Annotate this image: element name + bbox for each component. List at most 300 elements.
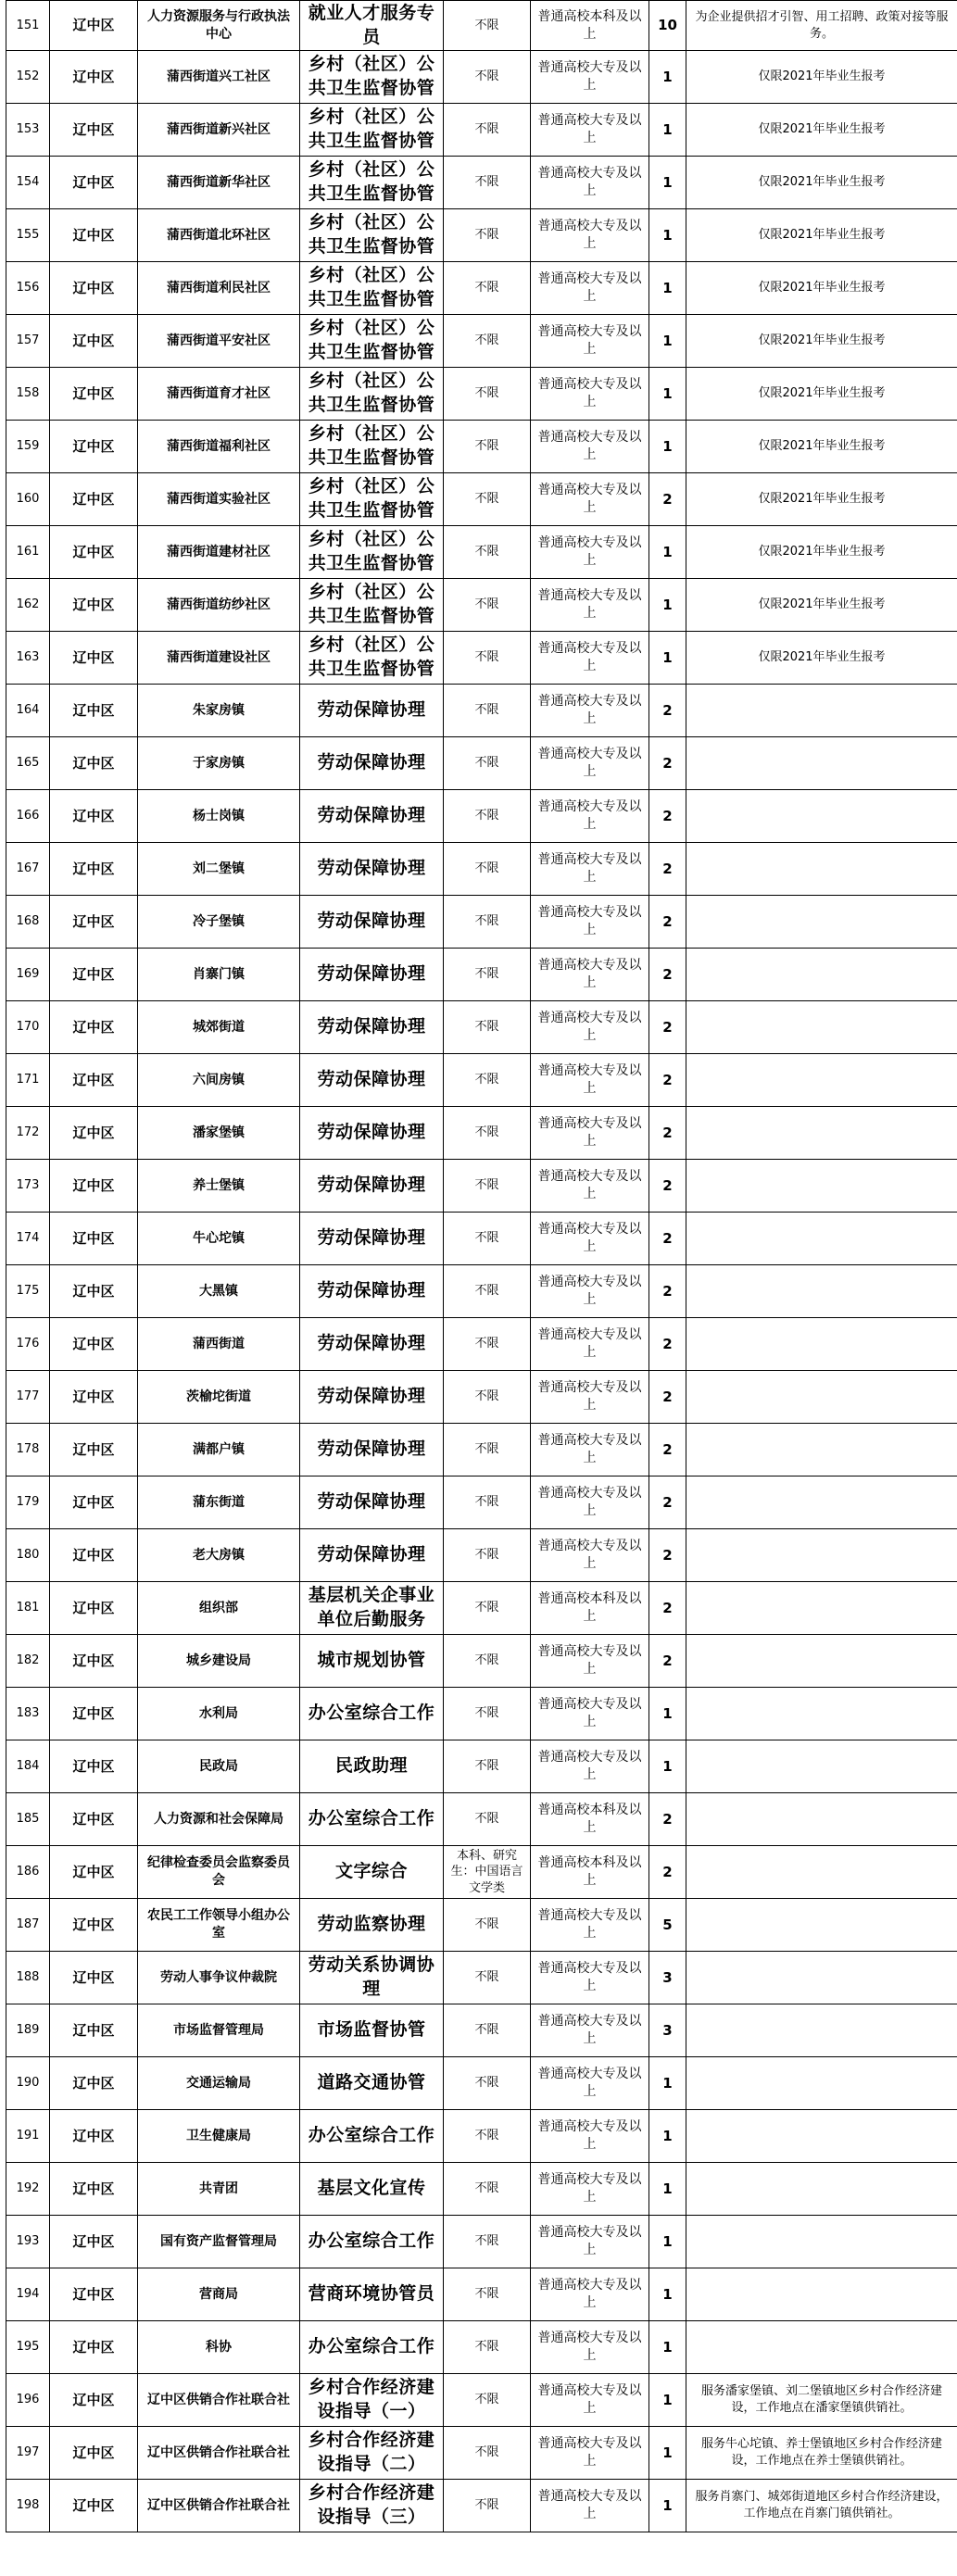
district-cell: 辽中区 [50,1318,138,1371]
education-cell: 普通高校大专及以上 [531,632,649,685]
major-cell: 不限 [444,315,531,368]
remark-cell: 仅限2021年毕业生报考 [686,209,957,262]
remark-cell [686,949,957,1001]
table-row [6,1899,957,1952]
table-row [6,1107,957,1160]
row-number: 194 [6,2268,50,2321]
district-cell: 辽中区 [50,896,138,949]
education-cell: 普通高校大专及以上 [531,2321,649,2374]
row-number: 195 [6,2321,50,2374]
employer-cell: 纪律检查委员会监察委员会 [138,1846,300,1899]
district-cell: 辽中区 [50,315,138,368]
remark-cell: 服务潘家堡镇、刘二堡镇地区乡村合作经济建设，工作地点在潘家堡镇供销社。 [686,2374,957,2427]
row-number: 186 [6,1846,50,1899]
education-cell: 普通高校大专及以上 [531,2057,649,2110]
remark-cell: 仅限2021年毕业生报考 [686,262,957,315]
remark-cell: 仅限2021年毕业生报考 [686,157,957,209]
education-cell: 普通高校大专及以上 [531,685,649,737]
district-cell: 辽中区 [50,473,138,526]
remark-cell [686,1265,957,1318]
education-cell: 普通高校大专及以上 [531,1318,649,1371]
headcount-cell: 2 [649,896,686,949]
headcount-cell: 1 [649,315,686,368]
position-cell: 办公室综合工作 [300,1688,444,1740]
headcount-cell: 1 [649,2374,686,2427]
district-cell: 辽中区 [50,1424,138,1476]
position-cell: 劳动保障协理 [300,1107,444,1160]
row-number: 161 [6,526,50,579]
table-row [6,2268,957,2321]
position-cell: 劳动保障协理 [300,843,444,896]
row-number: 153 [6,104,50,157]
district-cell: 辽中区 [50,1107,138,1160]
employer-cell: 民政局 [138,1740,300,1793]
district-cell: 辽中区 [50,685,138,737]
position-cell: 乡村（社区）公共卫生监督协管 [300,51,444,104]
employer-cell: 辽中区供销合作社联合社 [138,2427,300,2480]
employer-cell: 蒲西街道北环社区 [138,209,300,262]
row-number: 171 [6,1054,50,1107]
headcount-cell: 1 [649,104,686,157]
position-cell: 乡村（社区）公共卫生监督协管 [300,526,444,579]
employer-cell: 蒲西街道福利社区 [138,421,300,473]
position-cell: 劳动保障协理 [300,1318,444,1371]
position-cell: 道路交通协管 [300,2057,444,2110]
major-cell: 不限 [444,421,531,473]
remark-cell [686,1424,957,1476]
education-cell: 普通高校大专及以上 [531,1054,649,1107]
major-cell: 不限 [444,685,531,737]
remark-cell [686,790,957,843]
position-cell: 乡村（社区）公共卫生监督协管 [300,473,444,526]
position-cell: 劳动保障协理 [300,1160,444,1213]
headcount-cell: 2 [649,1213,686,1265]
district-cell: 辽中区 [50,2110,138,2163]
row-number: 151 [6,1,50,51]
row-number: 184 [6,1740,50,1793]
headcount-cell: 2 [649,1582,686,1635]
district-cell: 辽中区 [50,526,138,579]
education-cell: 普通高校大专及以上 [531,2268,649,2321]
district-cell: 辽中区 [50,1793,138,1846]
education-cell: 普通高校大专及以上 [531,1740,649,1793]
remark-cell [686,1160,957,1213]
employer-cell: 于家房镇 [138,737,300,790]
remark-cell: 服务牛心坨镇、养士堡镇地区乡村合作经济建设，工作地点在养士堡镇供销社。 [686,2427,957,2480]
employer-cell: 满都户镇 [138,1424,300,1476]
row-number: 179 [6,1476,50,1529]
table-row [6,843,957,896]
major-cell: 不限 [444,262,531,315]
headcount-cell: 1 [649,2110,686,2163]
headcount-cell: 2 [649,1001,686,1054]
district-cell: 辽中区 [50,2057,138,2110]
row-number: 187 [6,1899,50,1952]
major-cell: 不限 [444,1424,531,1476]
major-cell: 不限 [444,1476,531,1529]
table-row [6,1476,957,1529]
headcount-cell: 2 [649,1529,686,1582]
major-cell: 不限 [444,1,531,51]
table-row [6,1371,957,1424]
district-cell: 辽中区 [50,1160,138,1213]
education-cell: 普通高校大专及以上 [531,526,649,579]
district-cell: 辽中区 [50,1740,138,1793]
district-cell: 辽中区 [50,2004,138,2057]
position-cell: 市场监督协管 [300,2004,444,2057]
major-cell: 不限 [444,1265,531,1318]
major-cell: 不限 [444,632,531,685]
education-cell: 普通高校大专及以上 [531,1635,649,1688]
employer-cell: 营商局 [138,2268,300,2321]
employer-cell: 蒲西街道新华社区 [138,157,300,209]
table-row [6,2427,957,2480]
major-cell: 不限 [444,1635,531,1688]
employer-cell: 六间房镇 [138,1054,300,1107]
major-cell: 不限 [444,2057,531,2110]
headcount-cell: 1 [649,421,686,473]
row-number: 163 [6,632,50,685]
employer-cell: 蒲西街道兴工社区 [138,51,300,104]
position-cell: 劳动保障协理 [300,1529,444,1582]
district-cell: 辽中区 [50,209,138,262]
education-cell: 普通高校大专及以上 [531,1107,649,1160]
district-cell: 辽中区 [50,1001,138,1054]
employer-cell: 刘二堡镇 [138,843,300,896]
row-number: 198 [6,2480,50,2532]
headcount-cell: 3 [649,2004,686,2057]
table-row [6,1213,957,1265]
headcount-cell: 1 [649,1688,686,1740]
remark-cell [686,1213,957,1265]
remark-cell: 仅限2021年毕业生报考 [686,579,957,632]
remark-cell [686,2004,957,2057]
table-row [6,1318,957,1371]
education-cell: 普通高校大专及以上 [531,2004,649,2057]
education-cell: 普通高校大专及以上 [531,1160,649,1213]
table-row [6,2321,957,2374]
employer-cell: 杨士岗镇 [138,790,300,843]
employer-cell: 牛心坨镇 [138,1213,300,1265]
headcount-cell: 1 [649,368,686,421]
table-row [6,896,957,949]
education-cell: 普通高校大专及以上 [531,1952,649,2004]
district-cell: 辽中区 [50,1265,138,1318]
district-cell: 辽中区 [50,2480,138,2532]
education-cell: 普通高校大专及以上 [531,2427,649,2480]
headcount-cell: 1 [649,209,686,262]
employer-cell: 市场监督管理局 [138,2004,300,2057]
position-cell: 劳动保障协理 [300,1001,444,1054]
table-row [6,2057,957,2110]
district-cell: 辽中区 [50,2374,138,2427]
row-number: 183 [6,1688,50,1740]
remark-cell: 仅限2021年毕业生报考 [686,104,957,157]
remark-cell [686,737,957,790]
district-cell: 辽中区 [50,2216,138,2268]
row-number: 189 [6,2004,50,2057]
district-cell: 辽中区 [50,51,138,104]
district-cell: 辽中区 [50,1635,138,1688]
table-row [6,473,957,526]
row-number: 170 [6,1001,50,1054]
education-cell: 普通高校大专及以上 [531,315,649,368]
headcount-cell: 1 [649,2268,686,2321]
major-cell: 不限 [444,896,531,949]
headcount-cell: 2 [649,737,686,790]
row-number: 192 [6,2163,50,2216]
major-cell: 不限 [444,2110,531,2163]
table-row [6,685,957,737]
major-cell: 本科、研究生：中国语言文学类 [444,1846,531,1899]
remark-cell [686,1952,957,2004]
headcount-cell: 1 [649,2163,686,2216]
employer-cell: 蒲西街道利民社区 [138,262,300,315]
row-number: 180 [6,1529,50,1582]
position-cell: 乡村（社区）公共卫生监督协管 [300,157,444,209]
table-row [6,1582,957,1635]
employer-cell: 茨榆坨街道 [138,1371,300,1424]
district-cell: 辽中区 [50,1371,138,1424]
row-number: 157 [6,315,50,368]
table-row [6,1265,957,1318]
district-cell: 辽中区 [50,104,138,157]
headcount-cell: 2 [649,1371,686,1424]
major-cell: 不限 [444,737,531,790]
table-row [6,2374,957,2427]
table-row [6,737,957,790]
remark-cell [686,1846,957,1899]
position-cell: 劳动保障协理 [300,685,444,737]
employer-cell: 共青团 [138,2163,300,2216]
position-cell: 乡村（社区）公共卫生监督协管 [300,632,444,685]
major-cell: 不限 [444,157,531,209]
remark-cell [686,2163,957,2216]
district-cell: 辽中区 [50,1,138,51]
education-cell: 普通高校大专及以上 [531,2110,649,2163]
employer-cell: 农民工工作领导小组办公室 [138,1899,300,1952]
education-cell: 普通高校大专及以上 [531,473,649,526]
headcount-cell: 2 [649,1635,686,1688]
district-cell: 辽中区 [50,368,138,421]
position-cell: 乡村（社区）公共卫生监督协管 [300,209,444,262]
education-cell: 普通高校本科及以上 [531,1,649,51]
employer-cell: 组织部 [138,1582,300,1635]
employer-cell: 水利局 [138,1688,300,1740]
education-cell: 普通高校大专及以上 [531,1688,649,1740]
remark-cell [686,1054,957,1107]
education-cell: 普通高校本科及以上 [531,1582,649,1635]
remark-cell: 仅限2021年毕业生报考 [686,526,957,579]
table-row [6,790,957,843]
employer-cell: 蒲西街道 [138,1318,300,1371]
table-row [6,1054,957,1107]
employer-cell: 潘家堡镇 [138,1107,300,1160]
remark-cell: 仅限2021年毕业生报考 [686,632,957,685]
row-number: 152 [6,51,50,104]
education-cell: 普通高校大专及以上 [531,157,649,209]
remark-cell [686,1582,957,1635]
position-cell: 民政助理 [300,1740,444,1793]
row-number: 174 [6,1213,50,1265]
employer-cell: 蒲西街道实验社区 [138,473,300,526]
headcount-cell: 2 [649,1107,686,1160]
major-cell: 不限 [444,579,531,632]
employer-cell: 老大房镇 [138,1529,300,1582]
district-cell: 辽中区 [50,1054,138,1107]
headcount-cell: 2 [649,790,686,843]
major-cell: 不限 [444,1899,531,1952]
headcount-cell: 2 [649,949,686,1001]
district-cell: 辽中区 [50,949,138,1001]
major-cell: 不限 [444,843,531,896]
major-cell: 不限 [444,2480,531,2532]
row-number: 167 [6,843,50,896]
table-row [6,2480,957,2532]
row-number: 191 [6,2110,50,2163]
position-cell: 乡村（社区）公共卫生监督协管 [300,262,444,315]
row-number: 197 [6,2427,50,2480]
table-row [6,157,957,209]
table-row [6,1001,957,1054]
position-cell: 劳动保障协理 [300,1476,444,1529]
remark-cell: 仅限2021年毕业生报考 [686,421,957,473]
table-row [6,209,957,262]
major-cell: 不限 [444,790,531,843]
employer-cell: 朱家房镇 [138,685,300,737]
table-row [6,315,957,368]
headcount-cell: 5 [649,1899,686,1952]
headcount-cell: 1 [649,632,686,685]
position-cell: 劳动关系协调协理 [300,1952,444,2004]
district-cell: 辽中区 [50,2163,138,2216]
headcount-cell: 1 [649,2216,686,2268]
position-cell: 劳动保障协理 [300,1265,444,1318]
headcount-cell: 1 [649,2057,686,2110]
headcount-cell: 1 [649,2480,686,2532]
table-row [6,1793,957,1846]
row-number: 158 [6,368,50,421]
district-cell: 辽中区 [50,579,138,632]
position-cell: 城市规划协管 [300,1635,444,1688]
employer-cell: 蒲东街道 [138,1476,300,1529]
remark-cell: 为企业提供招才引智、用工招聘、政策对接等服务。 [686,1,957,51]
headcount-cell: 1 [649,262,686,315]
position-cell: 劳动监察协理 [300,1899,444,1952]
major-cell: 不限 [444,2321,531,2374]
major-cell: 不限 [444,209,531,262]
education-cell: 普通高校大专及以上 [531,579,649,632]
major-cell: 不限 [444,104,531,157]
major-cell: 不限 [444,2427,531,2480]
district-cell: 辽中区 [50,843,138,896]
remark-cell [686,1529,957,1582]
headcount-cell: 2 [649,1424,686,1476]
position-cell: 乡村（社区）公共卫生监督协管 [300,421,444,473]
position-cell: 办公室综合工作 [300,1793,444,1846]
position-cell: 劳动保障协理 [300,949,444,1001]
table-row [6,526,957,579]
row-number: 190 [6,2057,50,2110]
district-cell: 辽中区 [50,1529,138,1582]
education-cell: 普通高校大专及以上 [531,51,649,104]
major-cell: 不限 [444,473,531,526]
headcount-cell: 2 [649,843,686,896]
education-cell: 普通高校大专及以上 [531,1899,649,1952]
row-number: 168 [6,896,50,949]
row-number: 182 [6,1635,50,1688]
row-number: 154 [6,157,50,209]
headcount-cell: 1 [649,157,686,209]
row-number: 188 [6,1952,50,2004]
major-cell: 不限 [444,2163,531,2216]
district-cell: 辽中区 [50,1899,138,1952]
position-cell: 基层文化宣传 [300,2163,444,2216]
employer-cell: 蒲西街道建设社区 [138,632,300,685]
table-row [6,1688,957,1740]
district-cell: 辽中区 [50,1476,138,1529]
district-cell: 辽中区 [50,737,138,790]
education-cell: 普通高校大专及以上 [531,1424,649,1476]
row-number: 181 [6,1582,50,1635]
headcount-cell: 1 [649,1740,686,1793]
position-cell: 乡村合作经济建设指导（三） [300,2480,444,2532]
headcount-cell: 3 [649,1952,686,2004]
remark-cell: 仅限2021年毕业生报考 [686,315,957,368]
position-cell: 劳动保障协理 [300,790,444,843]
row-number: 196 [6,2374,50,2427]
remark-cell [686,2110,957,2163]
education-cell: 普通高校大专及以上 [531,2374,649,2427]
education-cell: 普通高校大专及以上 [531,2163,649,2216]
major-cell: 不限 [444,2004,531,2057]
position-cell: 办公室综合工作 [300,2321,444,2374]
remark-cell [686,1740,957,1793]
education-cell: 普通高校大专及以上 [531,896,649,949]
table-row [6,368,957,421]
row-number: 164 [6,685,50,737]
table-row [6,632,957,685]
education-cell: 普通高校大专及以上 [531,1001,649,1054]
major-cell: 不限 [444,1529,531,1582]
headcount-cell: 2 [649,1793,686,1846]
district-cell: 辽中区 [50,632,138,685]
headcount-cell: 2 [649,1054,686,1107]
employer-cell: 蒲西街道新兴社区 [138,104,300,157]
table-row [6,1,957,51]
headcount-cell: 2 [649,1846,686,1899]
table-row [6,1635,957,1688]
headcount-cell: 1 [649,51,686,104]
major-cell: 不限 [444,1054,531,1107]
district-cell: 辽中区 [50,2268,138,2321]
row-number: 178 [6,1424,50,1476]
education-cell: 普通高校大专及以上 [531,209,649,262]
row-number: 175 [6,1265,50,1318]
remark-cell [686,2268,957,2321]
position-cell: 劳动保障协理 [300,1054,444,1107]
table-row [6,1952,957,2004]
position-cell: 乡村（社区）公共卫生监督协管 [300,315,444,368]
table-row [6,2163,957,2216]
row-number: 185 [6,1793,50,1846]
district-cell: 辽中区 [50,2321,138,2374]
major-cell: 不限 [444,949,531,1001]
major-cell: 不限 [444,51,531,104]
row-number: 160 [6,473,50,526]
district-cell: 辽中区 [50,1582,138,1635]
major-cell: 不限 [444,1318,531,1371]
